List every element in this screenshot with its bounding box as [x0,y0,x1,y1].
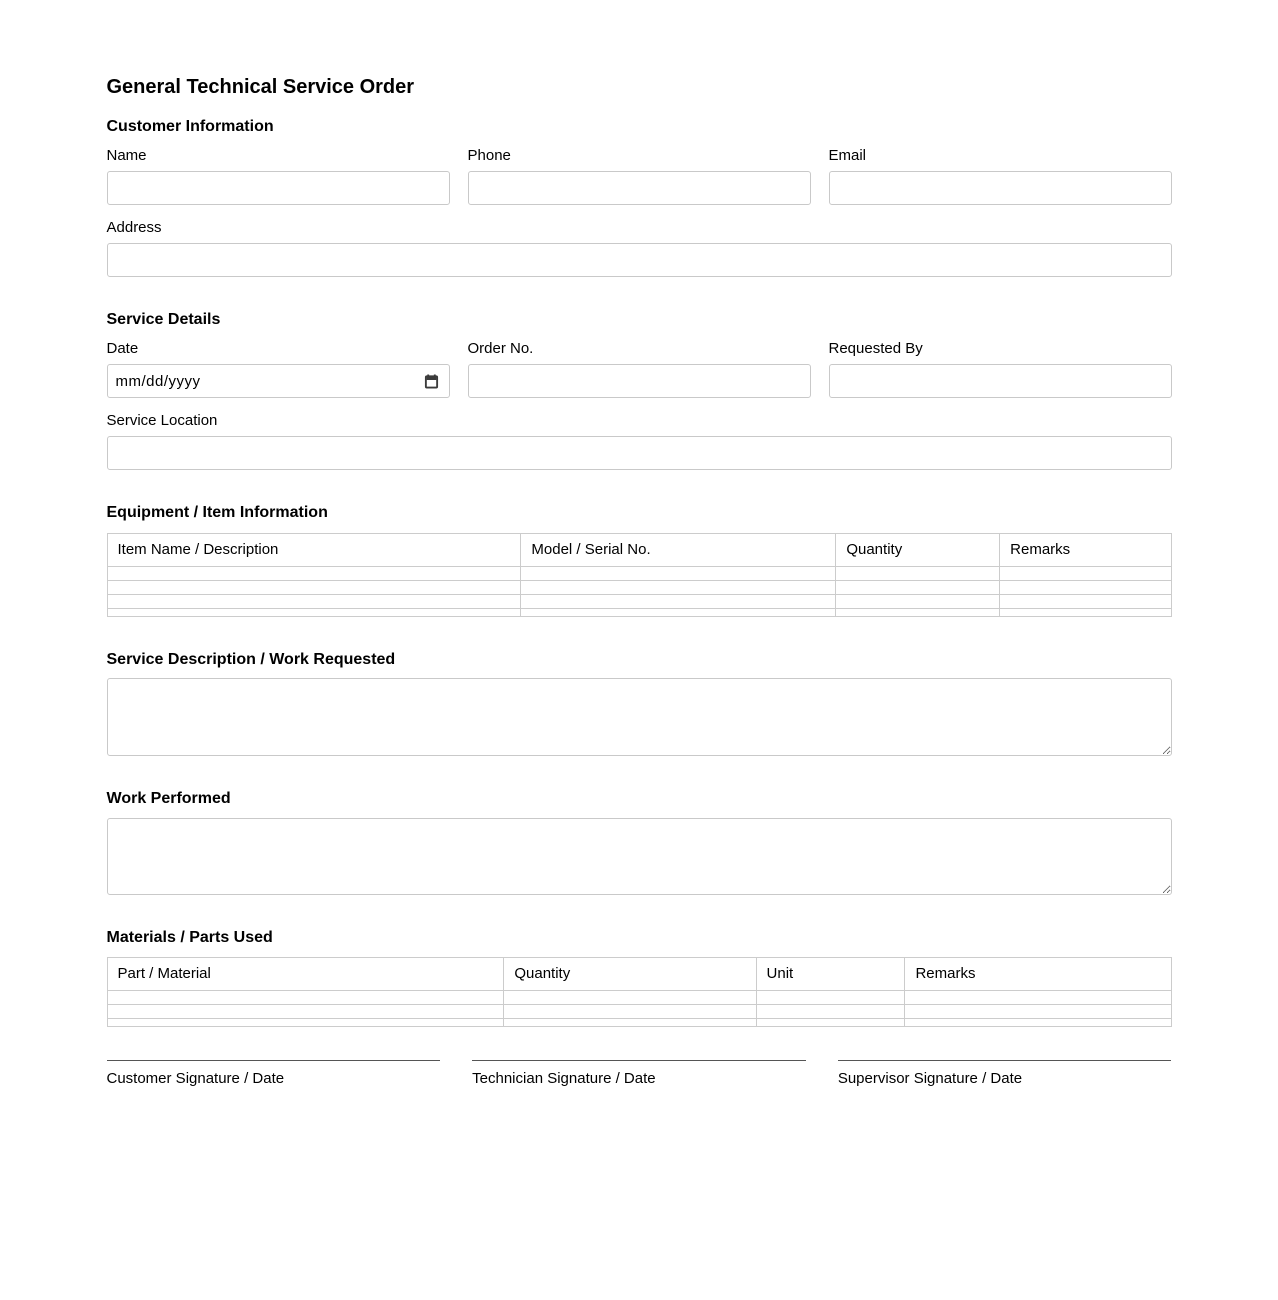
materials-col-unit: Unit [756,958,905,991]
table-row [107,991,1171,1005]
email-label: Email [828,147,867,164]
order-no-field-group [468,340,811,398]
table-row [107,609,1171,617]
email-field-group [829,147,1172,205]
date-placeholder: mm/dd/yyyy [115,372,201,390]
section-materials [107,929,1172,1027]
equipment-heading: Equipment / Item Information [106,504,328,521]
phone-input[interactable] [468,171,811,205]
equipment-col-model-serial: Model / Serial No. [521,534,836,567]
service-location-field-group [107,412,1172,470]
work-requested-textarea[interactable] [107,678,1172,756]
materials-col-part: Part / Material [107,958,504,991]
equipment-table [107,533,1172,617]
name-field-group [107,147,450,205]
materials-col-quantity: Quantity [504,958,756,991]
requested-by-field-group [829,340,1172,398]
date-field-group [107,340,450,398]
customer-information-heading: Customer Information [106,118,274,135]
section-work-performed [107,790,1172,895]
service-location-input[interactable] [107,436,1172,470]
signature-section [107,1060,1172,1087]
phone-field-group [468,147,811,205]
work-performed-textarea[interactable] [107,818,1172,895]
materials-col-remarks: Remarks [905,958,1171,991]
service-details-heading: Service Details [106,311,221,328]
table-row [107,581,1171,595]
phone-label: Phone [467,147,511,164]
order-no-input[interactable] [468,364,811,398]
order-no-label: Order No. [467,340,534,357]
table-row [107,567,1171,581]
materials-table-header-row [107,958,1171,991]
service-order-form [107,0,1172,1087]
technician-signature-line: Technician Signature / Date [472,1060,806,1087]
supervisor-signature-line: Supervisor Signature / Date [838,1060,1172,1087]
date-label: Date [106,340,139,357]
name-input[interactable] [107,171,450,205]
table-row [107,595,1171,609]
materials-table [107,957,1172,1027]
date-input[interactable] [107,364,450,398]
address-label: Address [106,219,162,236]
equipment-col-item-name: Item Name / Description [107,534,521,567]
work-requested-heading: Service Description / Work Requested [106,651,396,668]
section-work-requested [107,651,1172,756]
work-performed-heading: Work Performed [106,790,231,807]
name-label: Name [106,147,147,164]
service-location-label: Service Location [106,412,218,429]
equipment-table-header-row [107,534,1171,567]
section-equipment-information [107,504,1172,617]
address-field-group [107,219,1172,277]
materials-heading: Materials / Parts Used [106,929,273,946]
customer-signature-line: Customer Signature / Date [107,1060,441,1087]
table-row [107,1005,1171,1019]
page-title: General Technical Service Order [106,76,415,98]
address-input[interactable] [107,243,1172,277]
calendar-icon[interactable] [424,374,439,389]
email-input[interactable] [829,171,1172,205]
table-row [107,1019,1171,1027]
equipment-col-quantity: Quantity [836,534,1000,567]
equipment-col-remarks: Remarks [1000,534,1171,567]
section-customer-information [107,118,1172,277]
requested-by-input[interactable] [829,364,1172,398]
requested-by-label: Requested By [828,340,923,357]
section-service-details [107,311,1172,470]
